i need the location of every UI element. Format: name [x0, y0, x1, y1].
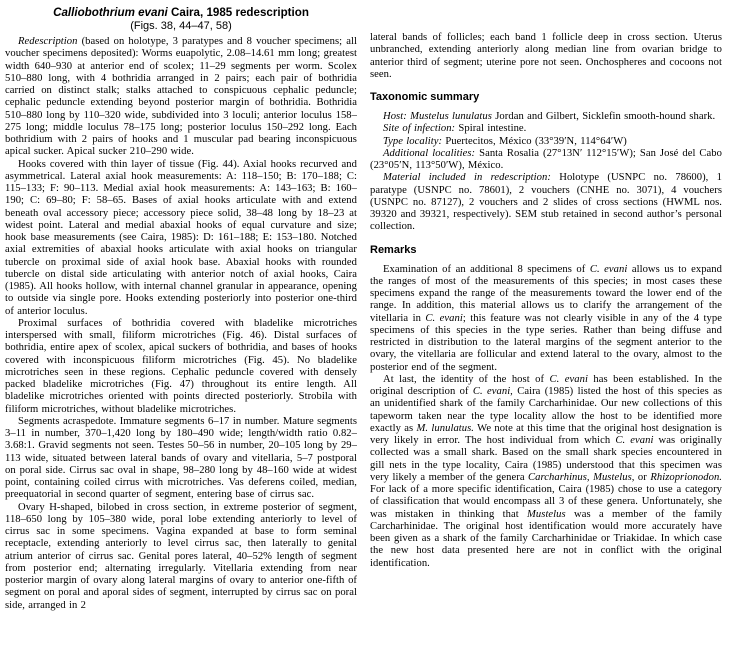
- right-column: [370, 4, 722, 612]
- text-run: or: [634, 471, 651, 483]
- text-run: Proximal surfaces of bothridia covered with bladelike microtriches interspersed with small, filiform microtriches (Fig. 46). Distal surfaces of bothridia, entire apex of scolex, apical suckers of bothridia, and bases of hooks covered with inconspicuous filiform microtriches (Fig. 45). No bladelike microtriches seen in these regions. Cephalic peduncle covered with densely packed bladelike microtriches (Fig. 47) throughout its entire length. All bladelike microtriches oriented with points directed posteriorly. Strobila with filiform microtriches, without bladelike microtriches.: [5, 317, 357, 415]
- paragraph: [370, 374, 722, 570]
- paragraph: [5, 318, 357, 416]
- paragraph: [370, 123, 722, 135]
- left-column: [5, 4, 357, 612]
- text-run: We note at this time that the original host designation is very likely in error. The host individual from which: [370, 422, 722, 446]
- text-run: lateral bands of follicles; each band 1 follicle deep in cross section. Uterus unbranched, extending anteriorly along median line from ovarian bridge to anterior third of segment; uterine pore not seen. Onchospheres and cocoons not seen.: [370, 32, 722, 80]
- section-title-block: [5, 6, 357, 32]
- italic-text-run: Redescription: [18, 36, 78, 47]
- italic-text-run: Additional localities:: [383, 147, 476, 159]
- text-run: Jordan and Gilbert, Sicklefin smooth-hound shark.: [491, 111, 716, 122]
- remarks-heading: Remarks: [370, 243, 417, 256]
- paragraph: [370, 172, 722, 233]
- italic-text-run: Site of infection:: [383, 123, 456, 135]
- italic-text-run: Type locality:: [383, 135, 443, 147]
- text-run: Hooks covered with thin layer of tissue (Fig. 44). Axial hooks recurved and asymmetrical. Lateral axial hook measurements: A: 118–150; B: 170–188; C: 115–133; F: 90–113. Medial axial hook measurements: A: 143–163; B: 160–190; C: 69–80; F: 58–65. Bases of axial hooks articulate with and extend beneath oval accessory piece; accessory piece solid, 38–48 long by 18–23 at widest point. Lateral and medial abaxial hooks of equal curvature and size; hook base measurements (see Caira, 1985): D: 161–188; E: 153–180. Notched axial extremities of abaxial hooks articulate with axial hooks on triangular tubercle on proximal side of axial hook base. Abaxial hooks with rounded tubercle on distal side articulating with anterior notch of axial hooks, Caira (1985). All hooks hollow, with internal channel granular in appearance, opening to outside via single pore. Hooks extending posteriorly into posterior one-third of anterior loculus.: [5, 158, 357, 317]
- italic-text-run: Mustelus: [527, 508, 566, 520]
- remarks-section: [370, 264, 722, 570]
- text-run: (based on holotype, 3 paratypes and 8 voucher specimens; all voucher specimens deposited): Worms euapolytic, 2.08–14.61 mm long; greatest width 640–930 at anterior end of scolex; 11–29 segments per worm. Scolex 510–880 long, with 4 bothridia arranged in 2 pairs; each pair of bothridia carried on distinct stalk; stalks attached to conspicuous cephalic peduncle; cephalic peduncle extending beyond posterior margin of bothridia. Bothridia 510–880 long by 110–320 wide, subdivided into 3 loculi; anterior loculus 158–275 long; middle loculus 78–175 long; posterior loculus 150–292 long. Each bothridium with 2 pairs of hooks and 1 muscular pad bearing inconspicuous apical sucker. Apical sucker 210–290 wide.: [5, 36, 357, 158]
- italic-text-run: Rhizoprionodon.: [650, 471, 723, 483]
- italic-text-run: Carcharhinus, Mustelus,: [528, 471, 635, 483]
- text-run: Puertecitos, México (33°39′N, 114°64′W): [442, 135, 627, 147]
- text-run: allows us to expand the ranges of most of the measurements of this species; in most cases these specimens expand the range of the measurements toward the lower end of the range. In addition, this material allows us to clarify the arrangement of the vitellaria in: [370, 263, 723, 324]
- paragraph: [370, 136, 722, 148]
- paragraph: [5, 416, 357, 502]
- italic-text-run: C. evani,: [472, 386, 513, 397]
- figures-reference: (Figs. 38, 44–47, 58): [130, 20, 232, 32]
- text-run: Ovary H-shaped, bilobed in cross section, in extreme posterior of segment, 118–650 long by 105–380 wide, poral lobe extending anteriorly to level of cirrus sac in some specimens. Vagina expanded at base to form seminal receptacle, extending anteriorly to level cirrus sac, then laterally to genital atrium anterior of cirrus sac. Genital pores lateral, 40–52% length of segment from posterior end; alternating irregularly. Vitellaria extending from near posterior margin of ovary along lateral margins of ovary to anterior one-fifth of segment on poral and aporal sides of segment, interrupted by cirrus sac on poral side, arranged in 2: [5, 501, 357, 611]
- text-run: Caira (1985) listed the host of this species as an unidentified shark of the family Carcharhinidae. Our new collections of this tapeworm taken near the type locality allow the host to be identified more exactly as: [370, 386, 722, 434]
- italic-text-run: Material included in redescription:: [383, 172, 551, 184]
- taxonomic-summary-entries: [370, 111, 722, 234]
- text-run: Examination of an additional 8 specimens of: [383, 263, 590, 275]
- italic-text-run: Host:: [383, 111, 407, 122]
- text-run: Santa Rosalia (27°13N′ 112°15′W); San José del Cabo (23°05′N, 113°50′W), México.: [370, 147, 722, 171]
- taxonomic-summary-heading: Taxonomic summary: [370, 91, 480, 103]
- text-run: was a member of the family Carcharhinidae. The original host identification would more accurately have been given as a shark of the family Carcharhinidae or Triakidae. In which case the new host data presented here are not in conflict with the original identification.: [370, 508, 723, 569]
- text-run: has been established. In the original description of: [370, 373, 722, 397]
- text-run: Spiral intestine.: [455, 123, 527, 135]
- text-run: Holotype (USNPC no. 78600), 1 paratype (USNPC no. 78601), 2 vouchers (CNHE no. 3071), 4 vouchers (USNPC no. 87127), 2 vouchers and 2 slides of cross sections (HWML nos. 39320 and 39321, respectively). SEM stub retained in second author’s personal collection.: [370, 172, 723, 233]
- paragraph: [5, 36, 357, 159]
- italic-text-run: C. evani: [615, 435, 654, 446]
- paragraph: [370, 148, 722, 173]
- paragraph: [5, 502, 357, 612]
- italic-text-run: C. evani: [425, 312, 463, 324]
- italic-text-run: C. evani: [589, 263, 628, 275]
- redescription-continuation: [370, 32, 722, 81]
- redescription-section: [5, 36, 357, 612]
- text-run: was originally collected was a small shark. Based on the small shark species encountered in gill nets in the type locality, Caira (1985) understood that this specimen was very likely a member of the genera: [370, 435, 722, 483]
- text-run: At last, the identity of the host of: [383, 373, 550, 385]
- title-authority: Caira, 1985 redescription: [171, 6, 309, 19]
- paragraph: [5, 159, 357, 318]
- text-run: For lack of a more specific identification, Caira (1985) chose to use a category of classification that would encompass all 3 of these genera. Unfortunately, she was mistaken in thinking that: [370, 484, 722, 520]
- paragraph: [370, 264, 722, 374]
- paragraph: [370, 111, 722, 123]
- text-run: ; this feature was not clearly visible in any of the 4 type specimens of this species in the type series. Rather than being diffuse and restricted in distribution to the lateral margins of the segment anterior to the ovary, the vitellaria are follicular and extend lateral to the ovary, almost to the posterior end of the segment.: [370, 312, 723, 373]
- italic-text-run: C. evani: [549, 373, 588, 385]
- paragraph: [370, 32, 722, 81]
- species-name: Calliobothrium evani: [53, 6, 168, 19]
- text-run: Segments acraspedote. Immature segments 6–17 in number. Mature segments 3–11 in number, 370–1,420 long by 180–490 wide; length/width ratio 0.82–3.68:1. Gravid segments not seen. Testes 50–56 in number, 20–105 long by 29–113 wide, situated between lateral bands of ovary and vitellaria, 5–7 postporal on poral side. Cirrus sac oval in shape, 98–280 long by 48–160 wide at widest point, containing coiled cirrus with microtriches. Vas deferens coiled, median, preequatorial in second quarter of segment, entering base of cirrus sac.: [5, 415, 357, 501]
- italic-text-run: Mustelus lunulatus: [410, 111, 492, 122]
- species-title: [5, 6, 357, 19]
- italic-text-run: M. lunulatus.: [416, 422, 474, 434]
